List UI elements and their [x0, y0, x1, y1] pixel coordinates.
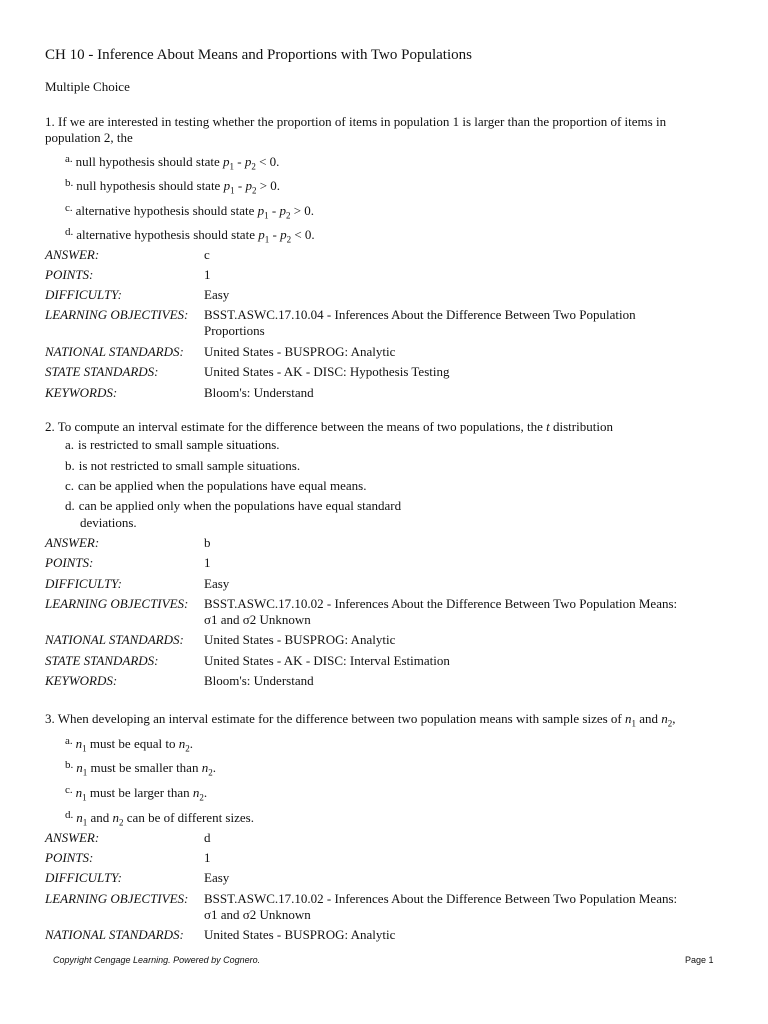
points-value: 1: [204, 555, 211, 570]
learning-objectives-line2: σ1 and σ2 Unknown: [204, 907, 311, 922]
page-title: CH 10 - Inference About Means and Proportions with Two Populations: [45, 47, 472, 63]
question-3-option-c: $^{c.}$ $n_1$ must be larger than $n_2$.: [65, 784, 208, 803]
option-text: alternative hypothesis should state: [75, 203, 258, 218]
learning-objectives-label: LEARNING OBJECTIVES:: [45, 891, 189, 906]
difficulty-label: DIFFICULTY:: [45, 576, 122, 591]
option-text: can be applied when the populations have equal means.: [78, 478, 367, 493]
national-standards-value: United States - BUSPROG: Analytic: [204, 344, 396, 359]
learning-objectives-value: [204, 307, 724, 339]
learning-objectives-line1: BSST.ASWC.17.10.04 - Inferences About the Difference Between Two Population: [204, 307, 636, 322]
keywords-label: KEYWORDS:: [45, 385, 118, 400]
option-letter: d.: [65, 498, 75, 513]
option-text: can be of different sizes.: [126, 810, 254, 825]
state-standards-label: STATE STANDARDS:: [45, 653, 159, 668]
answer-value: b: [204, 535, 211, 550]
option-letter: c.: [65, 784, 73, 796]
question-2-stem-post: distribution: [549, 419, 613, 434]
option-letter: a.: [65, 153, 73, 165]
answer-label: ANSWER:: [45, 247, 100, 262]
learning-objectives-value: [204, 596, 724, 628]
keywords-value: Bloom's: Understand: [204, 385, 314, 400]
option-text-and: and: [90, 810, 110, 825]
option-letter: a.: [65, 735, 73, 747]
option-letter: c.: [65, 202, 73, 214]
question-2-stem: [45, 419, 725, 435]
points-label: POINTS:: [45, 850, 94, 865]
option-text: is restricted to small sample situations.: [78, 437, 280, 452]
difficulty-label: DIFFICULTY:: [45, 870, 122, 885]
option-text: must be smaller than: [90, 760, 199, 775]
question-2-option-c: [65, 478, 366, 494]
answer-value: c: [204, 247, 210, 262]
question-3-stem-text: 3. When developing an interval estimate for the difference between two population means with sample sizes of: [45, 711, 622, 726]
question-1-stem-line2: population 2, the: [45, 130, 133, 145]
learning-objectives-label: LEARNING OBJECTIVES:: [45, 596, 189, 611]
question-3-stem: 3. When developing an interval estimate for the difference between two population means with sample sizes of $n_1$ and $n_2$,: [45, 711, 676, 729]
question-3-option-b: $^{b.}$ $n_1$ must be smaller than $n_2$.: [65, 759, 216, 778]
section-heading: Multiple Choice: [45, 79, 130, 94]
state-standards-value: United States - AK - DISC: Interval Estimation: [204, 653, 450, 668]
question-1-stem: [45, 114, 725, 146]
question-2-option-d-continued: deviations.: [80, 515, 137, 530]
option-text: must be larger than: [89, 785, 190, 800]
difficulty-value: Easy: [204, 287, 230, 302]
national-standards-value: United States - BUSPROG: Analytic: [204, 927, 396, 942]
points-label: POINTS:: [45, 267, 94, 282]
answer-value: d: [204, 830, 211, 845]
answer-label: ANSWER:: [45, 535, 100, 550]
question-1-stem-line1: 1. If we are interested in testing whether the proportion of items in population 1 is larger than the proportion of items in: [45, 114, 667, 129]
question-2-stem-var: t: [546, 419, 550, 434]
option-letter: d.: [65, 809, 74, 821]
keywords-label: KEYWORDS:: [45, 673, 118, 688]
national-standards-label: NATIONAL STANDARDS:: [45, 632, 184, 647]
question-2-option-d: [65, 498, 401, 514]
answer-label: ANSWER:: [45, 830, 100, 845]
option-text: null hypothesis should state: [75, 154, 223, 169]
option-letter: b.: [65, 458, 75, 473]
question-3-option-a: $^{a.}$ $n_1$ must be equal to $n_2$.: [65, 735, 193, 754]
option-text-end: < 0.: [255, 154, 280, 169]
learning-objectives-line1: BSST.ASWC.17.10.02 - Inferences About the Difference Between Two Population Means:: [204, 891, 678, 906]
keywords-value: Bloom's: Understand: [204, 673, 314, 688]
question-1-option-b: $^{b.}$ null hypothesis should state $p_1 - p_2 > 0$.: [65, 177, 281, 196]
learning-objectives-value: [204, 891, 724, 923]
national-standards-value: United States - BUSPROG: Analytic: [204, 632, 396, 647]
option-text-end: > 0.: [256, 178, 281, 193]
question-3-option-d: $^{d.}$ $n_1$ and $n_2$ can be of different sizes.: [65, 809, 254, 828]
difficulty-label: DIFFICULTY:: [45, 287, 122, 302]
difficulty-value: Easy: [204, 870, 230, 885]
question-1-option-c: $^{c.}$ alternative hypothesis should state $p_1 - p_2 > 0$.: [65, 202, 315, 221]
points-label: POINTS:: [45, 555, 94, 570]
footer-copyright: Copyright Cengage Learning. Powered by Cognero.: [53, 955, 261, 965]
difficulty-value: Easy: [204, 576, 230, 591]
option-text: must be equal to: [89, 736, 176, 751]
learning-objectives-line2: σ1 and σ2 Unknown: [204, 612, 311, 627]
option-letter: c.: [65, 478, 75, 493]
question-2-stem-pre: 2. To compute an interval estimate for the difference between the means of two populations, the: [45, 419, 547, 434]
national-standards-label: NATIONAL STANDARDS:: [45, 344, 184, 359]
question-3-stem-and: and: [639, 711, 659, 726]
question-2-option-a: [65, 437, 280, 453]
option-text: can be applied only when the populations have equal standard: [78, 498, 402, 513]
question-2-option-b: [65, 458, 300, 474]
learning-objectives-label: LEARNING OBJECTIVES:: [45, 307, 189, 322]
question-1-option-a: $^{a.}$ null hypothesis should state $p_1 - p_2 < 0$.: [65, 153, 280, 172]
option-letter: b.: [65, 759, 74, 771]
national-standards-label: NATIONAL STANDARDS:: [45, 927, 184, 942]
option-letter: a.: [65, 437, 75, 452]
question-1-option-d: $^{d.}$ alternative hypothesis should state $p_1 - p_2 < 0$.: [65, 226, 315, 245]
option-text: alternative hypothesis should state: [76, 227, 259, 242]
points-value: 1: [204, 267, 211, 282]
option-letter: b.: [65, 177, 74, 189]
option-text-end: > 0.: [290, 203, 315, 218]
option-text-end: < 0.: [291, 227, 315, 242]
option-text: is not restricted to small sample situations.: [78, 458, 301, 473]
points-value: 1: [204, 850, 211, 865]
option-letter: d.: [65, 226, 74, 238]
option-text: null hypothesis should state: [76, 178, 224, 193]
learning-objectives-line1: BSST.ASWC.17.10.02 - Inferences About the Difference Between Two Population Means:: [204, 596, 678, 611]
state-standards-label: STATE STANDARDS:: [45, 364, 159, 379]
state-standards-value: United States - AK - DISC: Hypothesis Testing: [204, 364, 450, 379]
learning-objectives-line2: Proportions: [204, 323, 265, 338]
footer-page-number: Page 1: [685, 955, 714, 965]
